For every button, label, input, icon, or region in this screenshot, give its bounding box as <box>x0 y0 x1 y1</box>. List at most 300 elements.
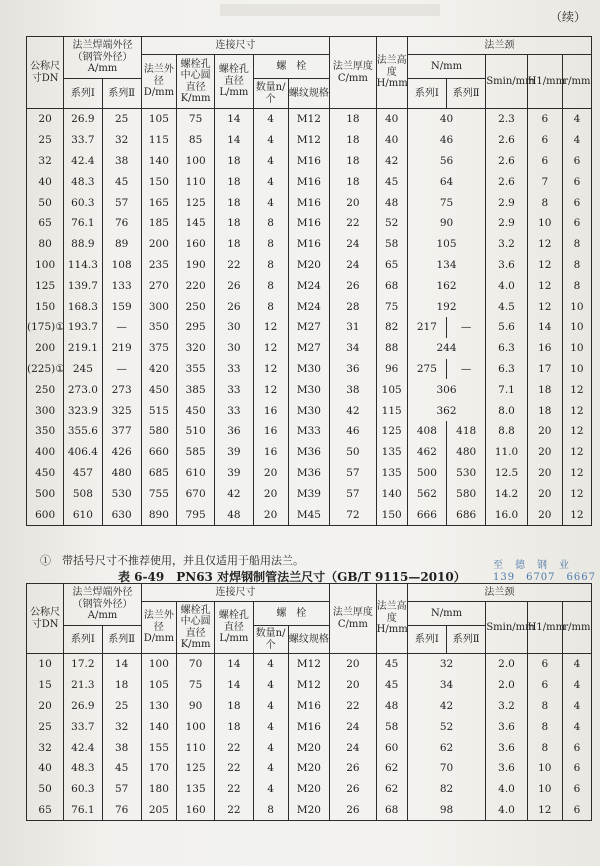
table-cell: 56 <box>407 151 486 172</box>
table-cell: 12 <box>527 800 562 821</box>
table-cell: 30 <box>215 338 253 359</box>
table-cell: 42 <box>215 483 253 504</box>
table-cell: M36 <box>288 463 329 484</box>
table-cell: 666 <box>407 504 446 525</box>
table-cell: 10 <box>527 213 562 234</box>
table-cell: 660 <box>141 442 176 463</box>
table-cell: M30 <box>288 379 329 400</box>
table-row <box>27 151 592 172</box>
watermark-line: 139 6707 6667 <box>493 572 596 583</box>
table-cell: — <box>102 359 141 380</box>
table-cell: 58 <box>376 716 407 737</box>
table-cell: M12 <box>288 109 329 130</box>
table-cell: 42 <box>330 400 377 421</box>
table-cell: M20 <box>288 255 329 276</box>
table-cell: 40 <box>407 109 486 130</box>
table-cell: 50 <box>27 192 64 213</box>
table-cell: 89 <box>102 234 141 255</box>
table-cell: 12 <box>562 400 591 421</box>
table-cell: 600 <box>27 504 64 525</box>
table-cell: 135 <box>176 779 214 800</box>
table-cell: 4.5 <box>486 296 527 317</box>
table-cell: 76 <box>102 213 141 234</box>
table-cell: — <box>447 359 486 380</box>
table-cell: 140 <box>376 483 407 504</box>
col-thickness: 法兰厚度C/mm <box>330 37 377 109</box>
table-cell: M12 <box>288 130 329 151</box>
continued-label: （续） <box>549 10 586 24</box>
table-cell: 26 <box>215 296 253 317</box>
table-cell: M33 <box>288 421 329 442</box>
table-cell: 500 <box>27 483 64 504</box>
table-cell: 515 <box>141 400 176 421</box>
col-height: 法兰高度H/mm <box>376 37 407 109</box>
table-cell: 610 <box>176 463 214 484</box>
table-cell: 450 <box>141 379 176 400</box>
table-cell: 18 <box>102 675 141 696</box>
table-cell: 20 <box>330 654 377 675</box>
table-cell: 48.3 <box>64 171 102 192</box>
table-cell: 115 <box>376 400 407 421</box>
table-cell: 58 <box>376 234 407 255</box>
table-cell: 2.0 <box>486 654 527 675</box>
table-cell: 16 <box>253 400 288 421</box>
table-cell: 134 <box>407 255 486 276</box>
table-cell: 20 <box>253 463 288 484</box>
table-cell: 16.0 <box>486 504 527 525</box>
table-cell: 168.3 <box>64 296 102 317</box>
table-cell: 306 <box>407 379 486 400</box>
col-smin: Smin/mm <box>486 602 527 654</box>
table-cell: 8 <box>253 296 288 317</box>
table-cell: 12 <box>562 379 591 400</box>
table-cell: 98 <box>407 800 486 821</box>
table-cell: 125 <box>376 421 407 442</box>
table-cell: 426 <box>102 442 141 463</box>
table-row <box>27 130 592 151</box>
table-row <box>27 463 592 484</box>
table-cell: 62 <box>376 758 407 779</box>
table-cell: 130 <box>141 696 176 717</box>
table-cell: 6 <box>527 654 562 675</box>
table-cell: 320 <box>176 338 214 359</box>
table-cell: 22 <box>215 800 253 821</box>
table-cell: 580 <box>141 421 176 442</box>
table-cell: 24 <box>330 716 377 737</box>
table-cell: 185 <box>141 213 176 234</box>
table-cell: 10 <box>562 296 591 317</box>
table-cell: 45 <box>376 171 407 192</box>
table-cell: 480 <box>102 463 141 484</box>
table-cell: 18 <box>215 192 253 213</box>
table-cell: 160 <box>176 234 214 255</box>
table-cell: M16 <box>288 151 329 172</box>
table-cell: 38 <box>330 379 377 400</box>
table-row <box>27 504 592 525</box>
table-cell: 105 <box>141 109 176 130</box>
table-cell: 28 <box>330 296 377 317</box>
table-cell: 60 <box>376 737 407 758</box>
table-cell: 20 <box>330 675 377 696</box>
table-cell: 48 <box>215 504 253 525</box>
table-cell: 32 <box>27 737 64 758</box>
table-cell: 48.3 <box>64 758 102 779</box>
table-cell: 62 <box>376 779 407 800</box>
table-cell: 65 <box>27 213 64 234</box>
table-cell: 31 <box>330 317 377 338</box>
table-cell: 350 <box>27 421 64 442</box>
table-cell: 18 <box>215 213 253 234</box>
table-cell: 2.9 <box>486 213 527 234</box>
table-cell: 88.9 <box>64 234 102 255</box>
table-cell: 22 <box>215 758 253 779</box>
table-cell: 12 <box>527 296 562 317</box>
table-cell: 18 <box>215 151 253 172</box>
col-h1: H1/mm <box>527 602 562 654</box>
table-cell: 385 <box>176 379 214 400</box>
table-cell: — <box>102 317 141 338</box>
table-cell: 6 <box>562 779 591 800</box>
table-cell: 133 <box>102 275 141 296</box>
table-cell: 42.4 <box>64 737 102 758</box>
table-cell: 12 <box>562 442 591 463</box>
col-bcd: 螺栓孔中心圆直径K/mm <box>176 602 214 654</box>
table-cell: 75 <box>407 192 486 213</box>
table-cell: 60.3 <box>64 192 102 213</box>
table-cell: 20 <box>253 504 288 525</box>
table-cell: 14 <box>102 654 141 675</box>
table-cell: 6 <box>527 109 562 130</box>
table-cell: 12 <box>562 463 591 484</box>
table-cell: 2.6 <box>486 171 527 192</box>
table-cell: 110 <box>176 171 214 192</box>
table-cell: 3.2 <box>486 696 527 717</box>
col-thread: 螺纹规格 <box>288 79 329 109</box>
table-cell: 155 <box>141 737 176 758</box>
table-row <box>27 379 592 400</box>
table-cell: 75 <box>176 675 214 696</box>
table-cell: 6 <box>562 737 591 758</box>
table-cell: 80 <box>27 234 64 255</box>
table-cell: 36 <box>215 421 253 442</box>
table-row <box>27 716 592 737</box>
table-cell: 48 <box>376 696 407 717</box>
table-cell: 2.0 <box>486 675 527 696</box>
table-cell: 755 <box>141 483 176 504</box>
table-cell: 15 <box>27 675 64 696</box>
table-cell: 12 <box>253 317 288 338</box>
table-cell: 40 <box>376 130 407 151</box>
table-cell: 14 <box>215 130 253 151</box>
table-cell: 450 <box>27 463 64 484</box>
table-cell: 18 <box>215 716 253 737</box>
table-cell: 76 <box>102 800 141 821</box>
table-cell: 300 <box>141 296 176 317</box>
table-cell: 100 <box>27 255 64 276</box>
table-cell: M12 <box>288 675 329 696</box>
watermark <box>493 560 596 584</box>
table-cell: 8 <box>527 696 562 717</box>
table-cell: 88 <box>376 338 407 359</box>
table-cell: (225)① <box>27 359 64 380</box>
table-cell: 10 <box>527 779 562 800</box>
table-cell: 76.1 <box>64 800 102 821</box>
table-cell: M36 <box>288 442 329 463</box>
table-cell: 6 <box>527 151 562 172</box>
table-cell: 39 <box>215 463 253 484</box>
table-cell: 300 <box>27 400 64 421</box>
table-cell: 219 <box>102 338 141 359</box>
table-cell: 4 <box>562 130 591 151</box>
table-cell: 6.3 <box>486 338 527 359</box>
table-row <box>27 442 592 463</box>
table-cell: 45 <box>376 675 407 696</box>
table-cell: 4 <box>253 737 288 758</box>
table-cell: 500 <box>407 463 446 484</box>
table-cell: 36 <box>330 359 377 380</box>
table-cell: 30 <box>215 317 253 338</box>
table-cell: 90 <box>176 696 214 717</box>
table-cell: 18 <box>215 171 253 192</box>
table-cell: 244 <box>407 338 486 359</box>
table-cell: 72 <box>330 504 377 525</box>
table-cell: 24 <box>330 255 377 276</box>
table-cell: 32 <box>102 130 141 151</box>
table-cell: 34 <box>330 338 377 359</box>
table-cell: 4.0 <box>486 779 527 800</box>
table-cell: 8 <box>527 737 562 758</box>
table-cell: 5.6 <box>486 317 527 338</box>
table-cell: 2.6 <box>486 151 527 172</box>
table-cell: 205 <box>141 800 176 821</box>
table-cell: 17 <box>527 359 562 380</box>
table-cell: 65 <box>27 800 64 821</box>
table-row <box>27 109 592 130</box>
table-cell: 33.7 <box>64 130 102 151</box>
table-cell: 408 <box>407 421 446 442</box>
table-cell: 12.5 <box>486 463 527 484</box>
table-cell: 325 <box>102 400 141 421</box>
table-cell: 162 <box>407 275 486 296</box>
table-cell: 8.8 <box>486 421 527 442</box>
table-cell: 6.3 <box>486 359 527 380</box>
table-cell: 362 <box>407 400 486 421</box>
table-cell: 245 <box>64 359 102 380</box>
table-cell: 4 <box>253 758 288 779</box>
col-connection: 连接尺寸 <box>141 584 329 602</box>
table-cell: 685 <box>141 463 176 484</box>
table-cell: 45 <box>376 654 407 675</box>
table-cell: 17.2 <box>64 654 102 675</box>
table-cell: 20 <box>27 109 64 130</box>
table-cell: 100 <box>176 716 214 737</box>
table-pn63-flange-dimensions <box>26 583 592 821</box>
table-cell: 57 <box>102 192 141 213</box>
table-cell: 140 <box>141 151 176 172</box>
table-cell: 57 <box>330 483 377 504</box>
table-cell: 6 <box>562 192 591 213</box>
table-cell: 4 <box>253 171 288 192</box>
table-cell: 4 <box>562 675 591 696</box>
table-cell: 235 <box>141 255 176 276</box>
table-cell: 8 <box>562 234 591 255</box>
table-cell: 273.0 <box>64 379 102 400</box>
table-cell: 8 <box>562 255 591 276</box>
table-cell: 10 <box>527 758 562 779</box>
col-connection: 连接尺寸 <box>141 37 329 55</box>
table-cell: 12 <box>562 421 591 442</box>
col-series2: 系列Ⅱ <box>102 79 141 109</box>
col-n-series2: 系列Ⅱ <box>447 626 486 654</box>
table-cell: 76.1 <box>64 213 102 234</box>
table-cell: 135 <box>376 463 407 484</box>
table-cell: 4 <box>562 716 591 737</box>
table-cell: 50 <box>330 442 377 463</box>
table-cell: 6 <box>527 675 562 696</box>
table-cell: 4.0 <box>486 800 527 821</box>
table-row <box>27 255 592 276</box>
table-cell: 14 <box>215 675 253 696</box>
table-cell: 139.7 <box>64 275 102 296</box>
col-r: r/mm <box>562 55 591 109</box>
table-cell: 8 <box>253 255 288 276</box>
table-cell: M20 <box>288 800 329 821</box>
table-cell: 18 <box>215 696 253 717</box>
table-cell: 45 <box>102 758 141 779</box>
table-row <box>27 192 592 213</box>
col-od: 法兰焊端外径（钢管外径）A/mm <box>64 37 142 79</box>
table-row <box>27 696 592 717</box>
table-cell: 60.3 <box>64 779 102 800</box>
table-cell: 355.6 <box>64 421 102 442</box>
col-series1: 系列Ⅰ <box>64 626 102 654</box>
table-cell: 8 <box>527 716 562 737</box>
table-cell: 170 <box>141 758 176 779</box>
table-cell: 165 <box>141 192 176 213</box>
table-cell: 110 <box>176 737 214 758</box>
table-cell: 8 <box>253 275 288 296</box>
table-cell: 159 <box>102 296 141 317</box>
table-cell: 25 <box>27 130 64 151</box>
table-cell: 630 <box>102 504 141 525</box>
table-cell: M24 <box>288 296 329 317</box>
table-cell: 40 <box>27 758 64 779</box>
table-cell: 26.9 <box>64 109 102 130</box>
table-cell: 20 <box>527 463 562 484</box>
table-cell: 192 <box>407 296 486 317</box>
table-cell: 795 <box>176 504 214 525</box>
table-cell: 22 <box>215 779 253 800</box>
table-cell: 20 <box>527 504 562 525</box>
table-cell: 50 <box>27 779 64 800</box>
table-cell: 62 <box>407 737 486 758</box>
table-cell: 70 <box>176 654 214 675</box>
table-cell: 105 <box>376 379 407 400</box>
table-cell: 14 <box>215 654 253 675</box>
table-cell: 46 <box>330 421 377 442</box>
table-cell: 125 <box>176 192 214 213</box>
table-cell: 530 <box>447 463 486 484</box>
table-row <box>27 359 592 380</box>
col-flange-od: 法兰外径D/mm <box>141 55 176 109</box>
table-cell: 33 <box>215 359 253 380</box>
table-cell: 4 <box>253 654 288 675</box>
table-cell: M30 <box>288 359 329 380</box>
table-cell: M30 <box>288 400 329 421</box>
table-cell: M27 <box>288 317 329 338</box>
table-cell: 26.9 <box>64 696 102 717</box>
table-cell: 4 <box>253 130 288 151</box>
table-cell: 52 <box>407 716 486 737</box>
col-n: N/mm <box>407 602 486 626</box>
table-cell: 65 <box>376 255 407 276</box>
table-cell: 4 <box>562 109 591 130</box>
col-dn: 公称尺寸DN <box>27 584 64 654</box>
table-cell: 4 <box>253 696 288 717</box>
table-cell: 12 <box>253 359 288 380</box>
table-cell: 26 <box>215 275 253 296</box>
table-row <box>27 213 592 234</box>
table-cell: 38 <box>102 151 141 172</box>
table-cell: 20 <box>527 421 562 442</box>
table-cell: 12 <box>253 379 288 400</box>
col-height: 法兰高度H/mm <box>376 584 407 654</box>
table-cell: M20 <box>288 737 329 758</box>
table-cell: 20 <box>527 483 562 504</box>
table-cell: 114.3 <box>64 255 102 276</box>
table-cell: 100 <box>176 151 214 172</box>
table-cell: 273 <box>102 379 141 400</box>
table-cell: 323.9 <box>64 400 102 421</box>
table-cell: 90 <box>407 213 486 234</box>
table-cell: 42.4 <box>64 151 102 172</box>
table-cell: M39 <box>288 483 329 504</box>
table-cell: 38 <box>102 737 141 758</box>
col-bolt: 螺 栓 <box>253 55 330 79</box>
footnote: ① 带括号尺寸不推荐使用，并且仅适用于船用法兰。 <box>40 554 304 567</box>
table-cell: 12 <box>527 275 562 296</box>
watermark-line: 至 德 钢 业 <box>493 560 570 571</box>
table-cell: 4 <box>253 675 288 696</box>
table-row <box>27 171 592 192</box>
table-cell: 18 <box>330 151 377 172</box>
table-row <box>27 758 592 779</box>
table-row <box>27 737 592 758</box>
table-cell: 10 <box>562 338 591 359</box>
table-cell: 105 <box>141 675 176 696</box>
table-cell: 25 <box>27 716 64 737</box>
table-cell: 562 <box>407 483 446 504</box>
table-cell: 75 <box>376 296 407 317</box>
table-cell: 8 <box>562 275 591 296</box>
table-cell: 16 <box>527 338 562 359</box>
table-cell: 670 <box>176 483 214 504</box>
table-cell: 10 <box>562 317 591 338</box>
table-cell: 8 <box>253 213 288 234</box>
table-cell: 150 <box>141 171 176 192</box>
table-cell: M20 <box>288 758 329 779</box>
table-cell: 890 <box>141 504 176 525</box>
table-cell: 33.7 <box>64 716 102 737</box>
table-cell: M16 <box>288 171 329 192</box>
table-cell: 26 <box>330 800 377 821</box>
table-cell: 42 <box>376 151 407 172</box>
table-cell: 82 <box>376 317 407 338</box>
table-cell: 6 <box>562 171 591 192</box>
table-cell: 20 <box>253 483 288 504</box>
col-bolt: 螺 栓 <box>253 602 330 626</box>
table-cell: 18 <box>215 234 253 255</box>
